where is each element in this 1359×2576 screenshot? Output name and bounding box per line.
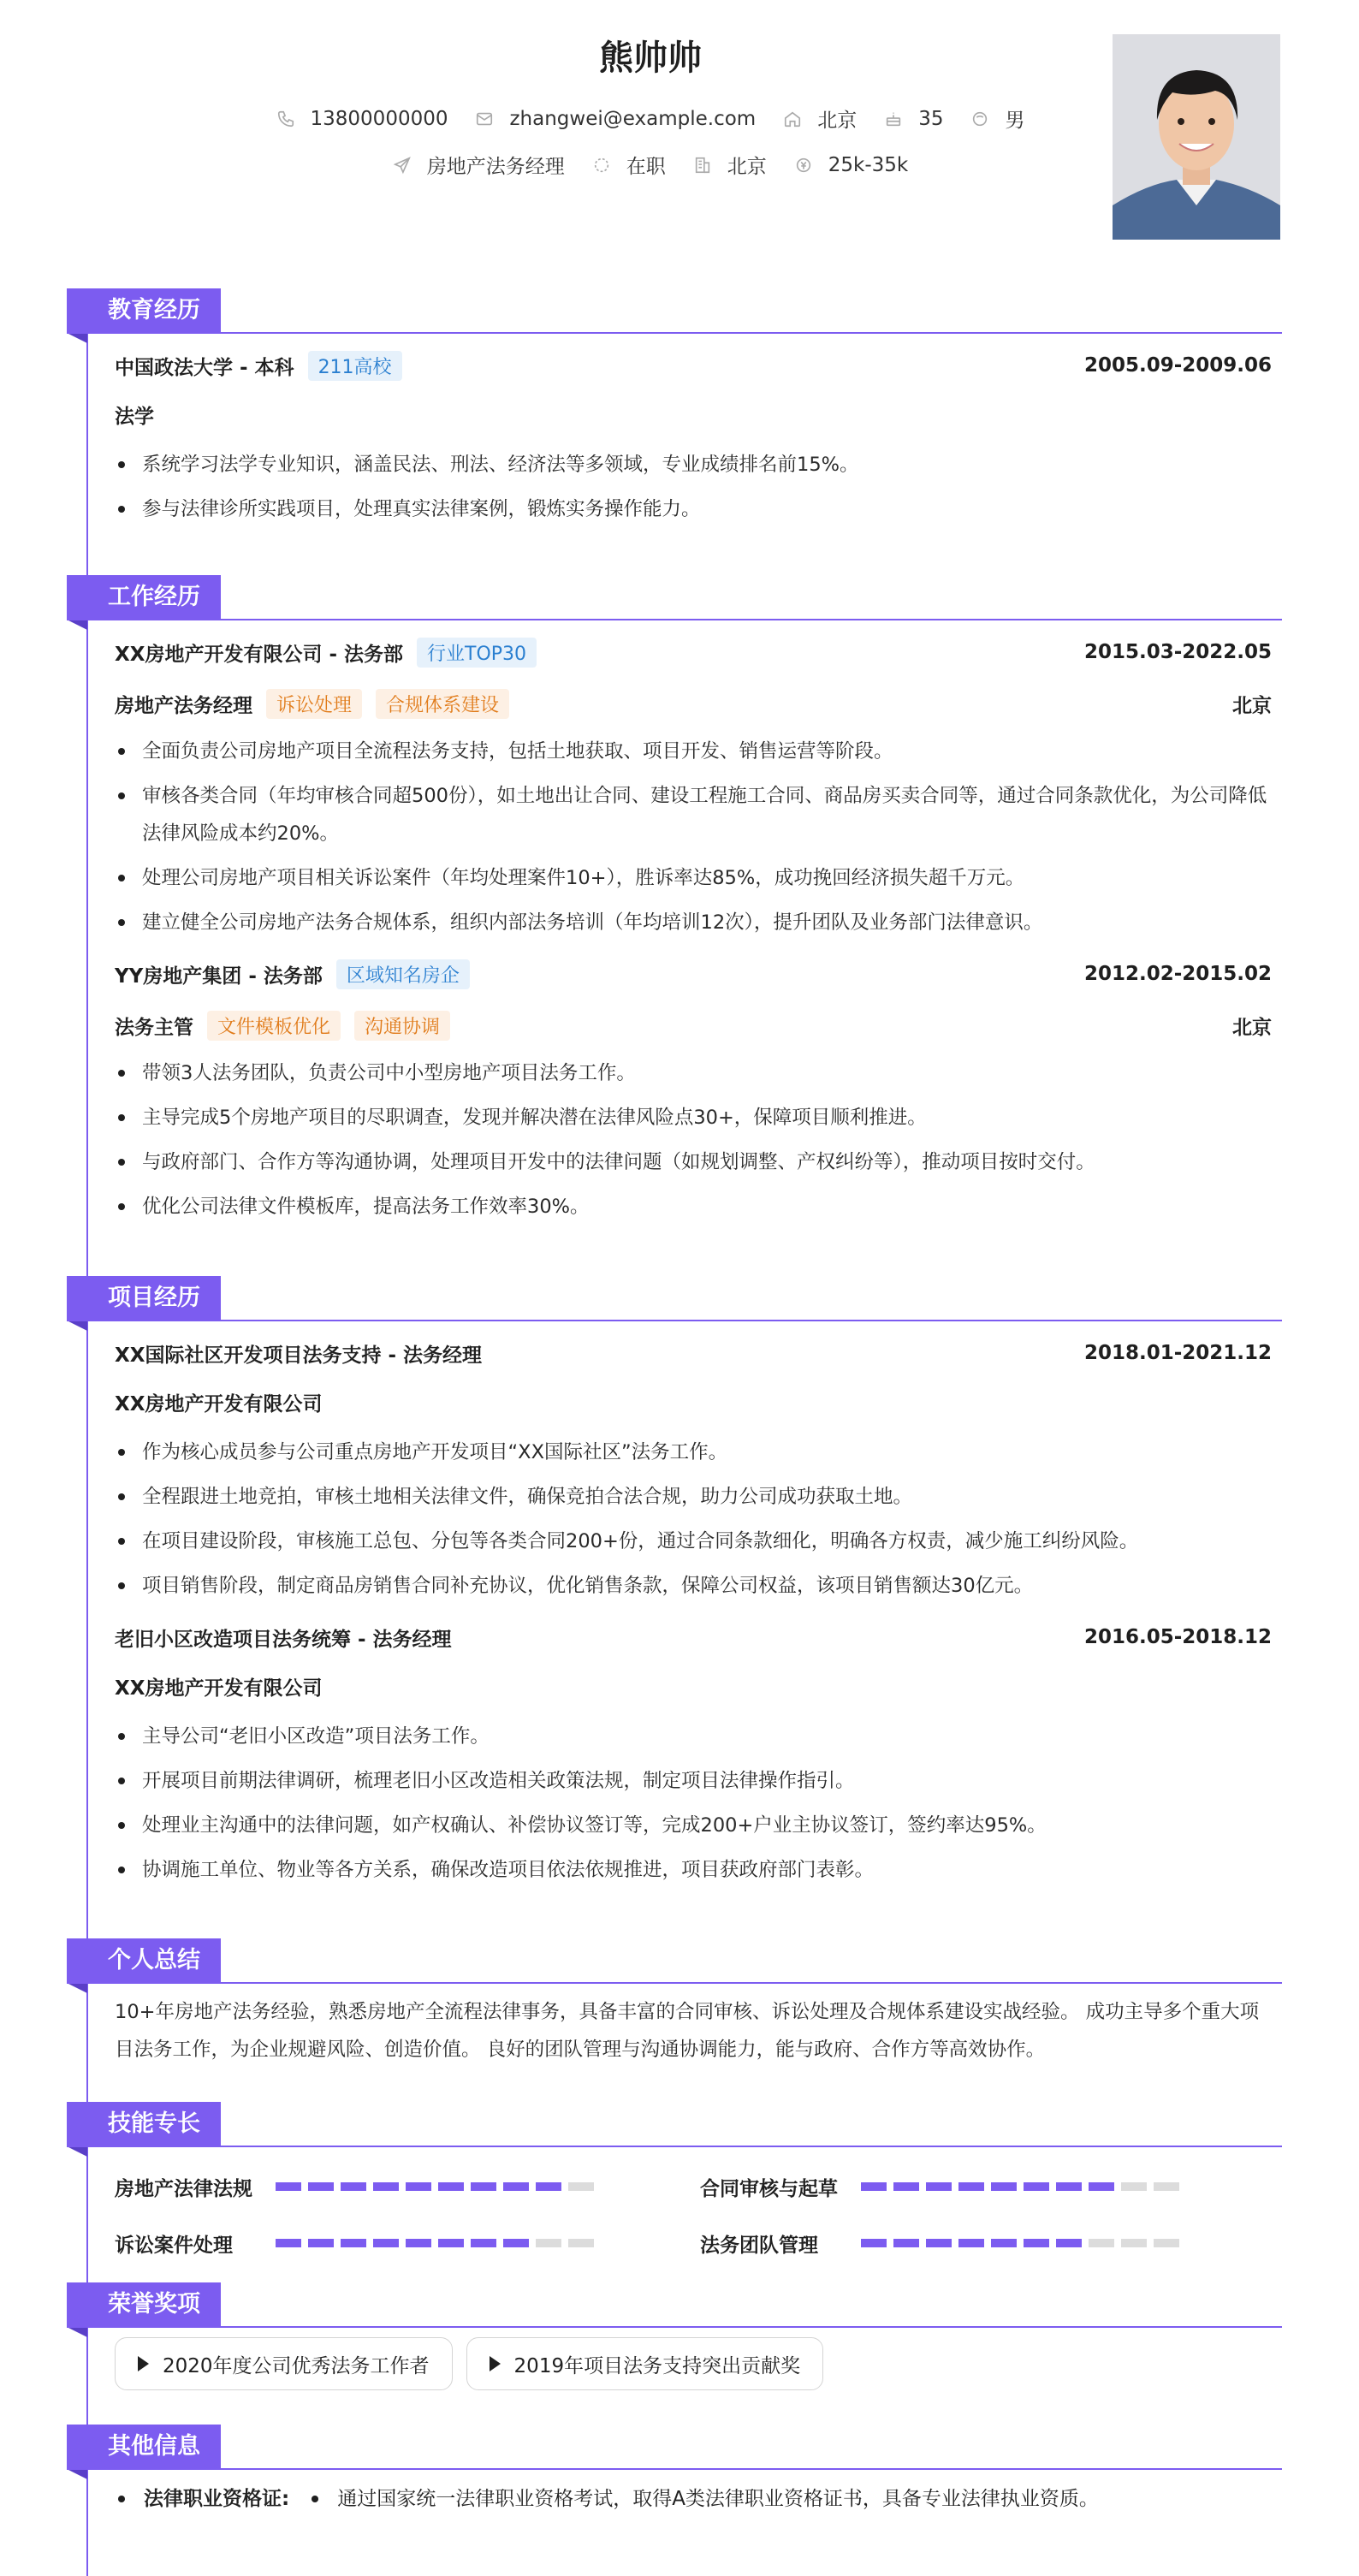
skill-segment — [861, 2239, 887, 2247]
skill-segment — [536, 2182, 561, 2191]
awards-list — [115, 2327, 1272, 2390]
award-text: 2019年项目法务支持突出贡献奖 — [513, 2354, 801, 2377]
company-tag: 行业TOP30 — [417, 638, 537, 668]
age-text: 35 — [918, 107, 944, 130]
skill-segment — [373, 2239, 399, 2247]
list-item: 带领3人法务团队，负责公司中小型房地产项目法务工作。 — [115, 1054, 1272, 1092]
email-text: zhangwei@example.com — [509, 107, 757, 130]
projects-title: 项目经历 — [67, 1276, 221, 1321]
skill-segment — [276, 2239, 301, 2247]
skill-segment — [1024, 2239, 1049, 2247]
target-city-text: 北京 — [727, 156, 767, 178]
home-icon — [783, 110, 802, 128]
education-row — [115, 340, 1272, 391]
profile-photo — [1113, 34, 1280, 240]
status-icon — [592, 156, 611, 175]
project-row — [115, 1327, 1272, 1379]
skill-segment — [1024, 2182, 1049, 2191]
gender-info — [970, 104, 1024, 133]
skill-segment — [503, 2239, 529, 2247]
role-row — [115, 1000, 1272, 1051]
project-name: XX国际社区开发项目法务支持 - 法务经理 — [115, 1344, 483, 1367]
bullet-dot — [312, 2496, 318, 2502]
skills-header — [67, 2102, 1282, 2146]
skill-segment — [893, 2182, 919, 2191]
list-item: 全面负责公司房地产项目全流程法务支持，包括土地获取、项目开发、销售运营等阶段。 — [115, 733, 1272, 770]
summary-section — [67, 1938, 1282, 2069]
skill-segment — [991, 2182, 1017, 2191]
job-date: 2012.02-2015.02 — [1083, 963, 1272, 985]
skill-segment — [536, 2239, 561, 2247]
role-row — [115, 678, 1272, 729]
project-org: XX房地产开发有限公司 — [115, 1677, 323, 1700]
project-row — [115, 1611, 1272, 1663]
skill-item — [115, 2215, 700, 2271]
job-bullets — [115, 1054, 1272, 1226]
list-item: 协调施工单位、物业等各方关系，确保改造项目依法依规推进，项目获政府部门表彰。 — [115, 1851, 1272, 1889]
other-title: 其他信息 — [67, 2425, 221, 2469]
building-icon — [693, 156, 712, 175]
skill-segment — [861, 2182, 887, 2191]
skill-segment — [341, 2239, 366, 2247]
position-text: 房地产法务经理 — [426, 156, 565, 178]
role-tag: 文件模板优化 — [207, 1011, 341, 1041]
project-date: 2016.05-2018.12 — [1083, 1626, 1272, 1648]
list-item: 参与法律诊所实践项目，处理真实法律案例，锻炼实务操作能力。 — [115, 490, 1272, 528]
list-item: 开展项目前期法律调研，梳理老旧小区改造相关政策法规，制定项目法律操作指引。 — [115, 1762, 1272, 1800]
play-icon — [138, 2356, 149, 2371]
skill-item — [700, 2158, 1285, 2215]
education-title: 教育经历 — [67, 288, 221, 333]
school-tag: 211高校 — [308, 351, 402, 381]
other-label: 法律职业资格证: — [144, 2488, 290, 2510]
skill-segment — [568, 2239, 594, 2247]
phone-icon — [276, 110, 295, 128]
other-header — [67, 2425, 1282, 2469]
award-text: 2020年度公司优秀法务工作者 — [163, 2354, 430, 2377]
city-info — [783, 104, 857, 133]
city-text: 北京 — [817, 110, 858, 132]
skill-bar — [276, 2182, 594, 2191]
skill-segment — [503, 2182, 529, 2191]
resume-header — [0, 0, 1359, 257]
play-icon — [490, 2356, 501, 2371]
skills-grid — [115, 2146, 1272, 2271]
awards-title: 荣誉奖项 — [67, 2282, 221, 2327]
list-item: 审核各类合同（年均审核合同超500份），如土地出让合同、建设工程施工合同、商品房买卖合同等，通过合同条款优化，为公司降低法律风险成本约20%。 — [115, 777, 1272, 852]
education-date: 2005.09-2009.06 — [1083, 354, 1272, 377]
skill-segment — [471, 2182, 496, 2191]
skill-name: 法务团队管理 — [700, 2234, 818, 2257]
awards-section — [67, 2282, 1282, 2390]
company-name: YY房地产集团 - 法务部 — [115, 965, 323, 988]
skills-title: 技能专长 — [67, 2102, 221, 2146]
skill-name: 诉讼案件处理 — [115, 2234, 233, 2257]
role-name: 法务主管 — [115, 1016, 193, 1039]
skill-segment — [926, 2182, 952, 2191]
skill-segment — [893, 2239, 919, 2247]
bullet-dot — [118, 2496, 125, 2502]
projects-section — [67, 1276, 1282, 1896]
skills-section — [67, 2102, 1282, 2271]
mail-icon — [475, 110, 494, 128]
skill-segment — [1056, 2239, 1082, 2247]
skill-segment — [471, 2239, 496, 2247]
skill-segment — [926, 2239, 952, 2247]
work-header — [67, 575, 1282, 620]
skill-segment — [438, 2239, 464, 2247]
phone-text: 13800000000 — [310, 107, 448, 130]
education-header — [67, 288, 1282, 333]
candidate-name: 熊帅帅 — [599, 39, 702, 78]
gender-icon — [970, 110, 989, 128]
job-bullets — [115, 733, 1272, 941]
intent-row — [154, 151, 1147, 179]
skill-segment — [1121, 2239, 1147, 2247]
skill-name: 合同审核与起草 — [700, 2177, 838, 2200]
summary-title: 个人总结 — [67, 1938, 221, 1983]
work-section — [67, 575, 1282, 1232]
work-title: 工作经历 — [67, 575, 221, 620]
skill-segment — [406, 2239, 431, 2247]
skill-segment — [276, 2182, 301, 2191]
company-tag: 区域知名房企 — [336, 959, 470, 989]
skill-segment — [1089, 2239, 1114, 2247]
list-item: 全程跟进土地竞拍，审核土地相关法律文件，确保竞拍合法合规，助力公司成功获取土地。 — [115, 1478, 1272, 1516]
list-item: 主导完成5个房地产项目的尽职调查，发现并解决潜在法律风险点30+，保障项目顺利推进。 — [115, 1099, 1272, 1137]
school-name: 中国政法大学 - 本科 — [115, 356, 294, 379]
target-city-info — [693, 151, 767, 179]
status-info — [592, 151, 666, 179]
skill-segment — [373, 2182, 399, 2191]
position-info — [393, 151, 565, 179]
company-name: XX房地产开发有限公司 - 法务部 — [115, 643, 404, 666]
other-info — [115, 2469, 1272, 2520]
list-item: 系统学习法学专业知识，涵盖民法、刑法、经济法等多领域，专业成绩排名前15%。 — [115, 446, 1272, 484]
job-row — [115, 626, 1272, 678]
projects-header — [67, 1276, 1282, 1321]
project-name: 老旧小区改造项目法务统筹 - 法务经理 — [115, 1628, 452, 1651]
education-bullets — [115, 446, 1272, 528]
skill-segment — [1089, 2182, 1114, 2191]
email-info — [475, 108, 756, 130]
salary-text: 25k-35k — [828, 153, 909, 176]
skill-segment — [568, 2182, 594, 2191]
skill-segment — [1056, 2182, 1082, 2191]
cake-icon — [884, 110, 903, 128]
phone-info — [276, 108, 448, 130]
job-date: 2015.03-2022.05 — [1083, 641, 1272, 663]
role-name: 房地产法务经理 — [115, 694, 252, 717]
skill-segment — [341, 2182, 366, 2191]
project-bullets — [115, 1433, 1272, 1605]
skill-segment — [1154, 2239, 1179, 2247]
education-section — [67, 288, 1282, 535]
role-tag: 合规体系建设 — [376, 689, 509, 719]
other-section — [67, 2425, 1282, 2520]
skill-segment — [438, 2182, 464, 2191]
skill-bar — [861, 2182, 1179, 2191]
skill-segment — [958, 2239, 984, 2247]
award-chip — [115, 2337, 453, 2390]
skill-segment — [958, 2182, 984, 2191]
other-text: 通过国家统一法律职业资格考试，取得A类法律职业资格证书，具备专业法律执业资质。 — [337, 2488, 1099, 2510]
major: 法学 — [115, 406, 154, 428]
project-date: 2018.01-2021.12 — [1083, 1342, 1272, 1364]
status-text: 在职 — [626, 156, 666, 178]
awards-header — [67, 2282, 1282, 2327]
list-item: 在项目建设阶段，审核施工总包、分包等各类合同200+份，通过合同条款细化，明确各方权责，减少施工纠纷风险。 — [115, 1522, 1272, 1560]
list-item: 项目销售阶段，制定商品房销售合同补充协议，优化销售条款，保障公司权益，该项目销售额达30亿元。 — [115, 1567, 1272, 1605]
list-item: 处理公司房地产项目相关诉讼案件（年均处理案件10+），胜诉率达85%，成功挽回经济损失超千万元。 — [115, 859, 1272, 897]
skill-bar — [276, 2239, 594, 2247]
list-item: 优化公司法律文件模板库，提高法务工作效率30%。 — [115, 1188, 1272, 1226]
age-info — [884, 108, 943, 130]
list-item: 建立健全公司房地产法务合规体系，组织内部法务培训（年均培训12次），提升团队及业务部门法律意识。 — [115, 904, 1272, 941]
list-item: 处理业主沟通中的法律问题，如产权确认、补偿协议签订等，完成200+户业主协议签订，签约率达95%。 — [115, 1807, 1272, 1844]
job-location: 北京 — [1232, 1016, 1272, 1039]
skill-segment — [308, 2239, 334, 2247]
skill-item — [700, 2215, 1285, 2271]
job-location: 北京 — [1232, 694, 1272, 717]
salary-info — [794, 154, 908, 176]
list-item: 主导公司“老旧小区改造”项目法务工作。 — [115, 1718, 1272, 1755]
money-icon — [794, 156, 813, 175]
list-item: 与政府部门、合作方等沟通协调，处理项目开发中的法律问题（如规划调整、产权纠纷等），推动项目按时交付。 — [115, 1143, 1272, 1181]
skill-item — [115, 2158, 700, 2215]
role-tag: 沟通协调 — [354, 1011, 450, 1041]
project-bullets — [115, 1718, 1272, 1889]
role-tag: 诉讼处理 — [266, 689, 362, 719]
skill-segment — [406, 2182, 431, 2191]
award-chip — [466, 2337, 824, 2390]
skill-segment — [1121, 2182, 1147, 2191]
project-org: XX房地产开发有限公司 — [115, 1393, 323, 1416]
skill-segment — [1154, 2182, 1179, 2191]
send-icon — [393, 156, 412, 175]
skill-name: 房地产法律法规 — [115, 2177, 252, 2200]
gender-text: 男 — [1005, 110, 1025, 132]
job-row — [115, 948, 1272, 1000]
summary-header — [67, 1938, 1282, 1983]
skill-segment — [991, 2239, 1017, 2247]
skill-bar — [861, 2239, 1179, 2247]
summary-text: 10+年房地产法务经验，熟悉房地产全流程法律事务，具备丰富的合同审核、诉讼处理及合规体系建设实战经验。 成功主导多个重大项目法务工作，为企业规避风险、创造价值。 良好的团队管理与沟通协调能力，能与政府、合作方等高效协作。 — [115, 2001, 1260, 2061]
contact-row — [154, 104, 1147, 133]
skill-segment — [308, 2182, 334, 2191]
list-item: 作为核心成员参与公司重点房地产开发项目“XX国际社区”法务工作。 — [115, 1433, 1272, 1471]
